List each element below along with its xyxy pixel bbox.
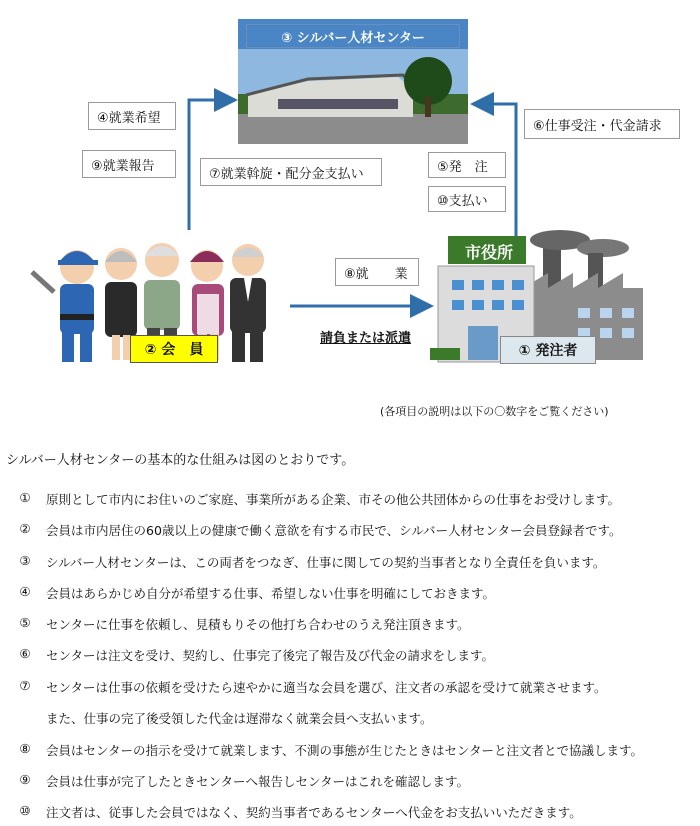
- diagram-note: (各項目の説明は以下の〇数字をご覧ください): [380, 405, 609, 418]
- worker-figure: [32, 250, 98, 362]
- member-label: ② 会 員: [130, 335, 218, 363]
- city-hall-sign: 市役所: [464, 243, 513, 262]
- label-work-report: ⑨就業報告: [82, 150, 176, 178]
- label-employment: ⑧就 業: [335, 258, 419, 286]
- client-label: ① 発注者: [500, 336, 596, 364]
- center-building-photo: [238, 19, 468, 144]
- label-work-wish: ④就業希望: [88, 102, 176, 130]
- label-receive-invoice: ⑥仕事受注・代金請求: [524, 109, 680, 139]
- intro-text: シルバー人材センターの基本的な仕組みは図のとおりです。: [6, 453, 355, 468]
- label-order: ⑤発 注: [428, 152, 506, 178]
- label-job-placement: ⑦就業斡旋・配分金支払い: [200, 158, 382, 186]
- center-title: ③ シルバー人材センター: [246, 24, 460, 48]
- contract-label: 請負または派遣: [320, 331, 412, 346]
- label-payment: ⑩支払い: [428, 186, 506, 212]
- man-figure-suit: [230, 244, 266, 362]
